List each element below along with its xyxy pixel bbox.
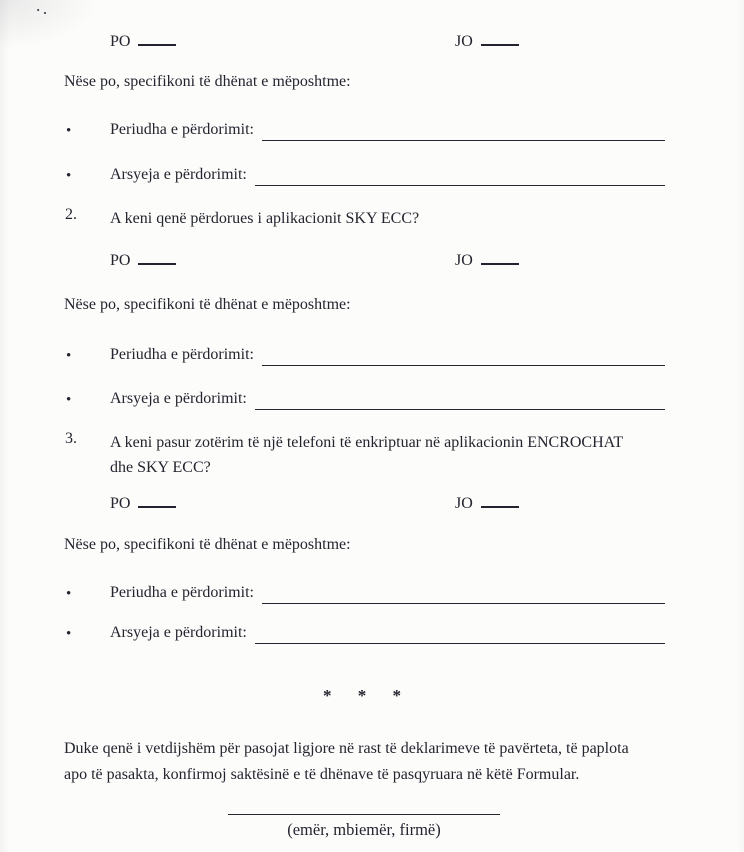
yes-blank-line bbox=[138, 494, 176, 508]
declaration-line1: Duke qenë i vetdijshëm për pasojat ligjore në rast të deklarimeve të pavërteta, të paplota bbox=[64, 740, 629, 757]
period-blank-line bbox=[262, 348, 665, 366]
if-yes-prompt-q1: Nëse po, specifikoni të dhënat e mëposhtme: bbox=[64, 73, 351, 90]
field-row-period-q1 bbox=[66, 121, 665, 139]
no-label: JO bbox=[455, 33, 473, 50]
yes-label: PO bbox=[110, 495, 131, 512]
declaration-line2: apo të pasakta, konfirmoj saktësinë e të dhënave të pasqyruara në këtë Formular. bbox=[64, 766, 580, 783]
period-blank-line bbox=[262, 123, 665, 141]
question-3-number: 3. bbox=[65, 430, 77, 447]
declaration-paragraph bbox=[64, 736, 629, 788]
yes-blank-line bbox=[138, 251, 176, 265]
question-2-text: A keni qenë përdorues i aplikacionit SKY ECC? bbox=[110, 210, 420, 227]
if-yes-prompt-q3: Nëse po, specifikoni të dhënat e mëposhtme: bbox=[64, 536, 351, 553]
question-3-line1: A keni pasur zotërim të një telefoni të enkriptuar në aplikacionin ENCROCHAT bbox=[110, 434, 624, 451]
period-blank-line bbox=[262, 586, 665, 604]
yes-option-q2 bbox=[110, 251, 176, 270]
no-option-q3 bbox=[455, 494, 519, 513]
period-field-label: Periudha e përdorimit: bbox=[110, 121, 254, 138]
yes-option-q3 bbox=[110, 494, 176, 513]
question-2-number: 2. bbox=[65, 206, 77, 223]
bullet-icon: • bbox=[66, 347, 72, 364]
field-row-period-q3 bbox=[66, 584, 665, 602]
bullet-icon: • bbox=[66, 122, 72, 139]
bullet-icon: • bbox=[66, 391, 72, 408]
no-blank-line bbox=[481, 251, 519, 265]
yes-label: PO bbox=[110, 252, 131, 269]
reason-blank-line bbox=[255, 392, 665, 410]
field-row-reason-q1 bbox=[66, 166, 665, 184]
reason-field-label: Arsyeja e përdorimit: bbox=[110, 390, 247, 407]
bullet-icon: • bbox=[66, 167, 72, 184]
scan-stray-mark: ·. bbox=[36, 2, 50, 17]
answer-row-q2 bbox=[0, 251, 744, 273]
yes-blank-line bbox=[138, 32, 176, 46]
no-blank-line bbox=[481, 494, 519, 508]
signature-caption: (emër, mbiemër, firmë) bbox=[287, 820, 441, 839]
yes-option-q1 bbox=[110, 32, 176, 51]
reason-field-label: Arsyeja e përdorimit: bbox=[110, 166, 247, 183]
answer-row-q3 bbox=[0, 494, 744, 516]
if-yes-prompt-q2: Nëse po, specifikoni të dhënat e mëposhtme: bbox=[64, 296, 351, 313]
no-label: JO bbox=[455, 252, 473, 269]
no-option-q2 bbox=[455, 251, 519, 270]
answer-row-q1 bbox=[0, 32, 744, 54]
no-label: JO bbox=[455, 495, 473, 512]
question-3-text bbox=[110, 430, 623, 480]
signature-blank-line bbox=[228, 800, 500, 815]
no-blank-line bbox=[481, 32, 519, 46]
yes-label: PO bbox=[110, 33, 131, 50]
field-row-period-q2 bbox=[66, 346, 665, 364]
period-field-label: Periudha e përdorimit: bbox=[110, 584, 254, 601]
field-row-reason-q2 bbox=[66, 390, 665, 408]
no-option-q1 bbox=[455, 32, 519, 51]
asterisk-separator: * * * bbox=[323, 686, 402, 705]
bullet-icon: • bbox=[66, 585, 72, 602]
reason-field-label: Arsyeja e përdorimit: bbox=[110, 624, 247, 641]
reason-blank-line bbox=[255, 168, 665, 186]
reason-blank-line bbox=[255, 626, 665, 644]
field-row-reason-q3 bbox=[66, 624, 665, 642]
period-field-label: Periudha e përdorimit: bbox=[110, 346, 254, 363]
bullet-icon: • bbox=[66, 625, 72, 642]
question-3-line2: dhe SKY ECC? bbox=[110, 459, 211, 476]
